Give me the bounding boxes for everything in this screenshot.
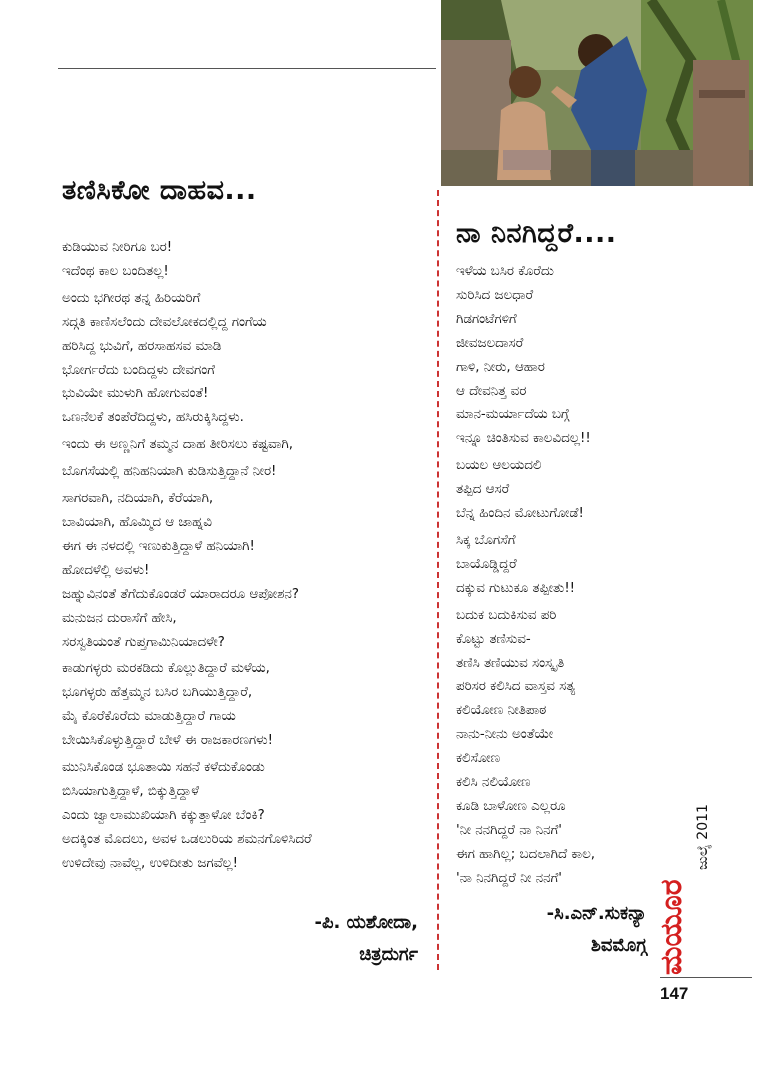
poem2-line: ಕಲಿಯೋಣ ನೀತಿಪಾಠ — [456, 703, 547, 719]
magazine-name: ಮಯೂರ — [655, 879, 689, 975]
poem1-line: ಒಣನೆಲಕೆ ತಂಪೆರೆದಿದ್ದಳು, ಹಸಿರುಕ್ಕಿಸಿದ್ದಳು. — [62, 410, 244, 426]
poem1-line: ಹೋದಳೆಲ್ಲಿ ಅವಳು! — [62, 562, 150, 578]
poem2-line: ಕೂಡಿ ಬಾಳೋಣ ಎಲ್ಲರೂ — [456, 798, 566, 814]
poem2-line: ಕೊಟ್ಟು ತಣಿಸುವ- — [456, 631, 531, 647]
poem1-line: ಮೈ ಕೊರೆಕೊರೆದು ಮಾಡುತ್ತಿದ್ದಾರೆ ಗಾಯ — [62, 709, 236, 725]
poem1-line: ಇಂದು ಈ ಅಣ್ಣನಿಗೆ ತಮ್ಮನ ದಾಹ ತೀರಿಸಲು ಕಷ್ಟವಾಗಿ, — [62, 437, 293, 453]
poem1-line: ಮುನಿಸಿಕೊಂಡ ಭೂತಾಯಿ ಸಹನೆ ಕಳೆದುಕೊಂಡು — [62, 760, 265, 776]
poem2-signature — [547, 898, 647, 962]
poem2-line: ಮಾನ-ಮರ್ಯಾದೆಯ ಬಗ್ಗೆ — [456, 407, 570, 423]
poem1-line: ಬಾವಿಯಾಗಿ, ಹೊಮ್ಮಿದ ಆ ಜಾಹ್ನವಿ — [62, 514, 212, 530]
poem2-line: ಸುರಿಸಿದ ಜಲಧಾರೆ — [456, 287, 534, 303]
poem1-line: ಉಳಿದೇವು ನಾವೆಲ್ಲ, ಉಳಿದೀತು ಜಗವೆಲ್ಲ! — [62, 855, 238, 871]
poem2-line: ಗಾಳಿ, ನೀರು, ಆಹಾರ — [456, 359, 545, 375]
poem2-line: ಗಿಡಗಂಟೆಗಳಿಗೆ — [456, 311, 517, 327]
poem1-line: ಇದೆಂಥ ಕಾಲ ಬಂದಿತಲ್ಲ! — [62, 263, 169, 279]
poem2-line: ಬದುಕ ಬದುಕಿಸುವ ಪರಿ — [456, 607, 557, 623]
magazine-masthead — [655, 770, 715, 980]
poem1-line: ಭೋರ್ಗರೆದು ಬಂದಿದ್ದಳು ದೇವಗಂಗೆ — [62, 362, 215, 378]
poem2-title: ನಾ ನಿನಗಿದ್ದರೆ.... — [456, 218, 617, 249]
poem1-signature — [315, 907, 418, 971]
poem2-line: ತಪ್ಪಿದ ಆಸರೆ — [456, 482, 510, 498]
poem1-line: ಮನುಜನ ದುರಾಸೆಗೆ ಹೇಸಿ, — [62, 610, 177, 626]
poem1-line: ಸಾಗರವಾಗಿ, ನದಿಯಾಗಿ, ಕೆರೆಯಾಗಿ, — [62, 491, 214, 507]
poem1-line: ಅಂದು ಭಗೀರಥ ತನ್ನ ಹಿರಿಯರಿಗೆ — [62, 290, 201, 306]
poem1-line: ಎಂದು ಜ್ವಾಲಾಮುಖಿಯಾಗಿ ಕಕ್ಕುತ್ತಾಳೋ ಬೆಂಕಿ? — [62, 807, 265, 823]
poem1-place: ಚಿತ್ರದುರ್ಗ — [359, 944, 418, 965]
poem2-line: ಈಗ ಹಾಗಿಲ್ಲ; ಬದಲಾಗಿದೆ ಕಾಲ, — [456, 846, 596, 862]
poem2-line: ನಾನು-ನೀನು ಅಂತೆಯೇ — [456, 727, 554, 743]
poem2-line: ಜೀವಜಲದಾಸರೆ — [456, 335, 524, 351]
poem1-line: ಬೊಗಸೆಯಲ್ಲಿ ಹನಿಹನಿಯಾಗಿ ಕುಡಿಸುತ್ತಿದ್ದಾನೆ ನೀರ! — [62, 464, 277, 480]
poem1-line: ಈಗ ಈ ನಳದಲ್ಲಿ ಇಣುಕುತ್ತಿದ್ದಾಳೆ ಹನಿಯಾಗಿ! — [62, 538, 255, 554]
poem1-line: ಬೇಯಿಸಿಕೊಳ್ಳುತ್ತಿದ್ದಾರೆ ಬೇಳೆ ಈ ರಾಜಕಾರಣಗಳು! — [62, 733, 273, 749]
column-divider — [437, 190, 439, 970]
photo-children-drinking-water — [441, 0, 753, 186]
poem1-author: -ಪಿ. ಯಶೋದಾ, — [314, 912, 418, 933]
poem2-line: ಇನ್ನೂ ಚಿಂತಿಸುವ ಕಾಲವಿದಲ್ಲ!! — [456, 431, 591, 447]
poem1-line: ಸರಸ್ವತಿಯಂತೆ ಗುಪ್ತಗಾಮಿನಿಯಾದಳೇ? — [62, 634, 225, 650]
poem2-line: 'ನಾ ನಿನಗಿದ್ದರೆ ನೀ ನನಗೆ' — [456, 870, 562, 886]
issue-date: ಜುಲೈ 2011 — [695, 804, 711, 870]
poem1-body — [62, 236, 312, 876]
page-number: 147 — [660, 977, 752, 1004]
poem2-line: ಆ ದೇವನಿತ್ತ ವರ — [456, 383, 527, 399]
poem2-line: ಬಯಲ ಆಲಯದಲಿ — [456, 458, 542, 474]
poem1-title: ತಣಿಸಿಕೋ ದಾಹವ... — [62, 175, 257, 206]
top-rule — [58, 68, 436, 69]
poem1-line: ಬಿಸಿಯಾಗುತ್ತಿದ್ದಾಳೆ, ಬಿಕ್ಕುತ್ತಿದ್ದಾಳೆ — [62, 783, 200, 799]
poem1-line: ಕುಡಿಯುವ ನೀರಿಗೂ ಬರ! — [62, 240, 173, 255]
poem2-line: ಕಲಿಸೋಣ — [456, 751, 501, 767]
poem1-line: ಅದಕ್ಕಿಂತ ಮೊದಲು, ಅವಳ ಒಡಲುರಿಯ ಶಮನಗೊಳಿಸಿದರೆ — [62, 831, 312, 847]
poem2-line: 'ನೀ ನನಗಿದ್ದರೆ ನಾ ನಿನಗೆ' — [456, 822, 562, 838]
poem2-line: ಸಿಕ್ಕ ಬೊಗಸೆಗೆ — [456, 532, 516, 548]
poem1-line: ಸದ್ಗತಿ ಕಾಣಿಸಲೆಂದು ದೇವಲೋಕದಲ್ಲಿದ್ದ ಗಂಗೆಯ — [62, 314, 267, 330]
poem2-author: -ಸಿ.ಎನ್.ಸುಕನ್ಯಾ — [546, 903, 647, 924]
poem2-place: ಶಿವಮೊಗ್ಗ — [591, 935, 647, 956]
poem2-line: ದಕ್ಕುವ ಗುಟುಕೂ ತಪ್ಪೀತು!! — [456, 580, 576, 596]
poem2-line: ತಣಿಸಿ ತಣಿಯುವ ಸಂಸ್ಕೃತಿ — [456, 655, 565, 671]
poem1-line: ಜಹ್ನುವಿನಂತೆ ತೆಗೆದುಕೊಂಡರೆ ಯಾರಾದರೂ ಆಪೋಶನ? — [62, 586, 299, 602]
poem2-line: ಬೆನ್ನ ಹಿಂದಿನ ಮೋಟುಗೋಡೆ! — [456, 506, 584, 522]
poem2-line: ಪರಿಸರ ಕಲಿಸಿದ ವಾಸ್ತವ ಸತ್ಯ — [456, 679, 576, 695]
poem1-line: ಭುವಿಯೇ ಮುಳುಗಿ ಹೋಗುವಂತೆ! — [62, 386, 209, 402]
poem1-line: ಹರಿಸಿದ್ದ ಭುವಿಗೆ, ಹರಸಾಹಸವ ಮಾಡಿ — [62, 338, 222, 354]
poem2-line: ಇಳೆಯ ಬಸಿರ ಕೊರೆದು — [456, 264, 554, 279]
poem1-line: ಭೂಗಳ್ಳರು ಹೆತ್ತಮ್ಮನ ಬಸಿರ ಬಗಿಯುತ್ತಿದ್ದಾರೆ, — [62, 685, 253, 701]
poem2-line: ಕಲಿಸಿ ನಲಿಯೋಣ — [456, 775, 531, 791]
poem2-body — [456, 260, 595, 891]
poem2-line: ಬಾಯೊಡ್ಡಿದ್ದರೆ — [456, 556, 517, 572]
poem1-line: ಕಾಡುಗಳ್ಳರು ಮರಕಡಿದು ಕೊಲ್ಲುತಿದ್ದಾರೆ ಮಳೆಯ, — [62, 661, 270, 677]
